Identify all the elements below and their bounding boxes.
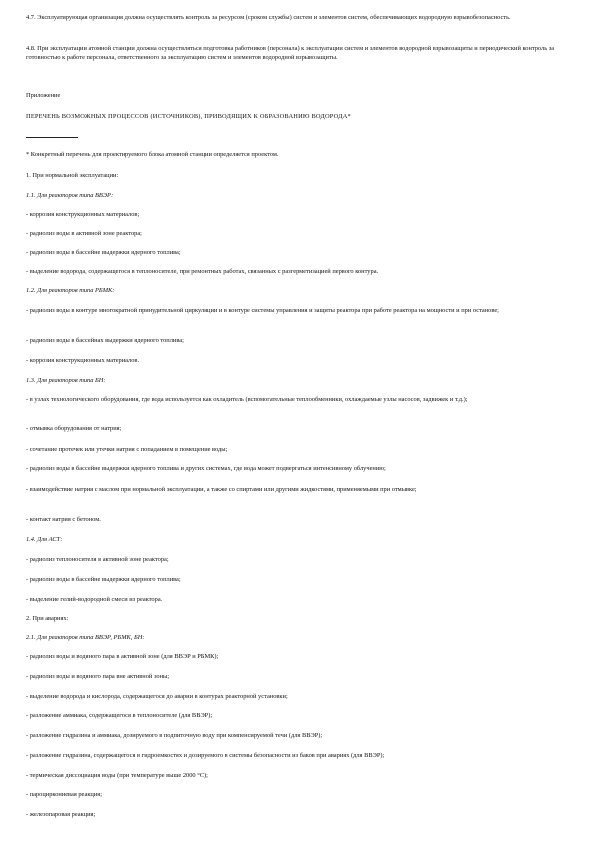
- footnote-divider: [26, 137, 78, 138]
- list-item: - разложение гидразина, содержащегося в гидроемкостях и дозируемого в системы безопасности из баков при авариях (для ВВЭР);: [26, 752, 385, 759]
- list-item: - пароциркониевая реакция;: [26, 791, 102, 798]
- list-item: - отмывка оборудования от натрия;: [26, 425, 122, 432]
- appendix-label: Приложение: [26, 92, 61, 99]
- list-item: - радиолиз воды в бассейне выдержки ядерного топлива;: [26, 576, 181, 583]
- list-item: - разложение аммиака, содержащегося в теплоносителе (для ВВЭР);: [26, 712, 213, 719]
- list-item: - радиолиз воды и водяного пара вне активной зоны;: [26, 673, 170, 680]
- list-item: - разложение гидразина и аммиака, дозируемого в подпиточную воду при компенсируемой течи (для ВВЭР);: [26, 732, 323, 739]
- section-1-heading: 1. При нормальной эксплуатации:: [26, 172, 119, 179]
- list-item: - выделение водорода и кислорода, содержащегося до аварии в контурах реакторной установки;: [26, 693, 288, 700]
- list-item: - радиолиз воды в бассейнах выдержки ядерного топлива;: [26, 337, 184, 344]
- list-item: - сочетание протечек или утечки натрия с попаданием в помещение воды;: [26, 446, 228, 453]
- list-item: - радиолиз воды в контуре многократной принудительной циркуляции и в контуре системы управления и защиты реактора при работе реактора на мощности и при останове;: [26, 307, 499, 314]
- list-item: - радиолиз воды в бассейне выдержки ядерного топлива и других системах, где вода может подвергаться интенсивному облучению;: [26, 465, 386, 472]
- section-1-3-heading: 1.3. Для реакторов типа БН:: [26, 377, 106, 384]
- section-1-1-heading: 1.1. Для реакторов типа ВВЭР:: [26, 192, 114, 199]
- section-2-1-heading: 2.1. Для реакторов типа ВВЭР, РБМК, БН:: [26, 634, 145, 641]
- list-item: - радиолиз воды и водяного пара в активной зоне (для ВВЭР и РБМК);: [26, 653, 219, 660]
- appendix-title: ПЕРЕЧЕНЬ ВОЗМОЖНЫХ ПРОЦЕССОВ (ИСТОЧНИКОВ), ПРИВОДЯЩИХ К ОБРАЗОВАНИЮ ВОДОРОДА*: [26, 113, 351, 120]
- footnote: * Конкретный перечень для проектируемого блока атомной станции определяется проектом.: [26, 151, 279, 158]
- list-item: - в узлах технологического оборудования, где вода используется как охладитель (вспомогательные теплообменники, охлаждаемые узлы насосов, задвижек и т.д.);: [26, 396, 468, 403]
- section-1-4-heading: 1.4. Для АСТ:: [26, 536, 63, 543]
- list-item: - коррозия конструкционных материалов;: [26, 211, 140, 218]
- list-item: - выделение гелий-водородной смеси из реактора.: [26, 596, 163, 603]
- list-item: - радиолиз воды в бассейне выдержки ядерного топлива;: [26, 249, 181, 256]
- list-item: - взаимодействие натрия с маслом при нормальной эксплуатации, а также со спиртами или другими жидкостями, применяемыми при отмывке;: [26, 486, 417, 493]
- list-item: - контакт натрия с бетоном.: [26, 516, 101, 523]
- paragraph-4-7: 4.7. Эксплуатирующая организация должна осуществлять контроль за ресурсом (сроком службы) систем и элементов систем, обеспечивающих водородную взрывобезопасность.: [26, 14, 511, 21]
- section-1-2-heading: 1.2. Для реакторов типа РБМК:: [26, 287, 115, 294]
- list-item: - железопаровая реакция;: [26, 811, 96, 818]
- list-item: - коррозия конструкционных материалов.: [26, 357, 140, 364]
- paragraph-4-8: 4.8. При эксплуатации атомной станции должна осуществляться подготовка работников (персонала) к эксплуатации систем и элементов водородной взрывозащиты и периодический контроль за готовностью к работе персонала, ответственного за эксплуатацию систем и элементов водородной взрывозащиты.: [26, 45, 555, 61]
- list-item: - выделение водорода, содержащегося в теплоносителе, при ремонтных работах, связанных с разгерметизацией первого контура.: [26, 268, 379, 275]
- list-item: - термическая диссоциация воды (при температуре выше 2000 °С);: [26, 772, 208, 779]
- section-2-heading: 2. При авариях:: [26, 615, 69, 622]
- list-item: - радиолиз воды в активной зоне реактора;: [26, 230, 142, 237]
- list-item: - радиолиз теплоносителя в активной зоне реактора;: [26, 556, 169, 563]
